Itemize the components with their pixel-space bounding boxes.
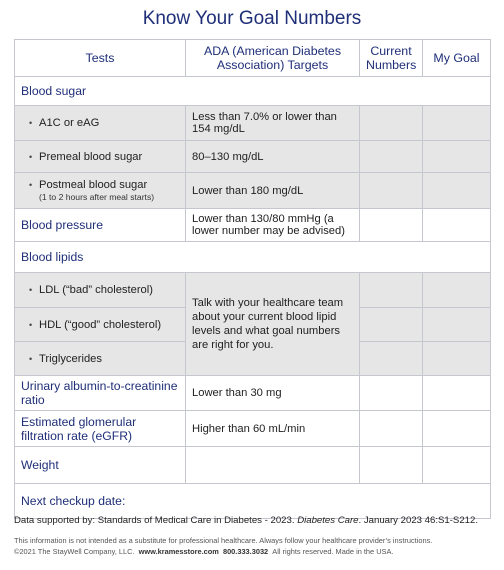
section-row-blood-sugar (15, 77, 491, 106)
disclaimer: This information is not intended as a substitute for professional healthcare. Always follow your healthcare provider’s instructions. (14, 536, 433, 545)
target-value: Lower than 30 mg (186, 376, 360, 411)
header-row (15, 40, 491, 77)
my-goal-cell[interactable] (423, 141, 491, 173)
bullet-icon: • (29, 353, 33, 364)
my-goal-header: My Goal (423, 40, 491, 77)
target-value: Less than 7.0% or lower than 154 mg/dL (186, 106, 360, 141)
my-goal-cell[interactable] (423, 273, 491, 308)
test-label: Weight (15, 447, 186, 484)
target-value: 80–130 mg/dL (186, 141, 360, 173)
current-number-cell[interactable] (360, 141, 423, 173)
goal-numbers-table (14, 39, 491, 519)
table-row (15, 173, 491, 209)
website-link[interactable]: www.kramesstore.com (138, 547, 219, 556)
my-goal-cell[interactable] (423, 173, 491, 209)
table-row (15, 209, 491, 242)
tests-header: Tests (15, 40, 186, 77)
section-label: Blood sugar (15, 77, 491, 106)
test-label: A1C or eAG (39, 117, 100, 129)
test-label: HDL (“good” cholesterol) (39, 318, 162, 331)
test-label: Blood pressure (15, 209, 186, 242)
copyright-text: ©2021 The StayWell Company, LLC. (14, 547, 135, 556)
current-number-cell[interactable] (360, 173, 423, 209)
target-value (186, 447, 360, 484)
test-label: Postmeal blood sugar (39, 178, 148, 191)
checkup-label[interactable]: Next checkup date: (15, 484, 491, 519)
current-number-cell[interactable] (360, 273, 423, 308)
section-label: Blood lipids (15, 242, 491, 273)
journal-name: Diabetes Care (297, 515, 359, 526)
page-title: Know Your Goal Numbers (142, 8, 362, 29)
table-row (15, 376, 491, 411)
rights-text: All rights reserved. Made in the USA. (272, 547, 394, 556)
current-number-cell[interactable] (360, 447, 423, 484)
table-row (15, 273, 491, 308)
target-value: Talk with your healthcare team about your current blood lipid levels and what goal numbers are right for you. (186, 273, 360, 376)
phone-number: 800.333.3032 (222, 547, 269, 556)
my-goal-cell[interactable] (423, 447, 491, 484)
my-goal-cell[interactable] (423, 411, 491, 447)
data-source-note (14, 515, 478, 526)
copyright-line (14, 547, 393, 556)
targets-header: ADA (American Diabetes Association) Targets (186, 40, 360, 77)
current-number-cell[interactable] (360, 308, 423, 342)
table-row (15, 411, 491, 447)
bullet-icon: • (29, 118, 33, 128)
data-source-text: Data supported by: Standards of Medical Care in Diabetes - 2023. (14, 515, 298, 526)
test-label: Premeal blood sugar (39, 150, 143, 163)
section-row-blood-lipids (15, 242, 491, 273)
test-label: Estimated glomerular filtration rate (eGFR) (15, 411, 186, 447)
current-number-cell[interactable] (360, 342, 423, 376)
current-numbers-header: Current Numbers (360, 40, 423, 77)
current-number-cell[interactable] (360, 411, 423, 447)
table-row (15, 106, 491, 141)
test-label: Triglycerides (39, 352, 102, 365)
my-goal-cell[interactable] (423, 209, 491, 242)
test-note: (1 to 2 hours after meal starts) (39, 191, 155, 202)
bullet-icon: • (29, 285, 33, 295)
current-number-cell[interactable] (360, 376, 423, 411)
my-goal-cell[interactable] (423, 308, 491, 342)
bullet-icon: • (29, 151, 33, 162)
my-goal-cell[interactable] (423, 376, 491, 411)
my-goal-cell[interactable] (423, 106, 491, 141)
test-label: LDL (“bad” cholesterol) (39, 284, 153, 296)
target-value: Lower than 130/80 mmHg (a lower number may be advised) (186, 209, 360, 242)
current-number-cell[interactable] (360, 209, 423, 242)
checkup-row (15, 484, 491, 519)
bullet-icon: • (29, 319, 33, 330)
table-row (15, 447, 491, 484)
target-value: Lower than 180 mg/dL (186, 173, 360, 209)
current-number-cell[interactable] (360, 106, 423, 141)
test-label: Urinary albumin-to-creatinine ratio (15, 376, 186, 411)
data-source-citation: . January 2023 46:S1-S212. (358, 515, 478, 526)
table-row (15, 141, 491, 173)
target-value: Higher than 60 mL/min (186, 411, 360, 447)
my-goal-cell[interactable] (423, 342, 491, 376)
bullet-icon: • (29, 179, 33, 190)
